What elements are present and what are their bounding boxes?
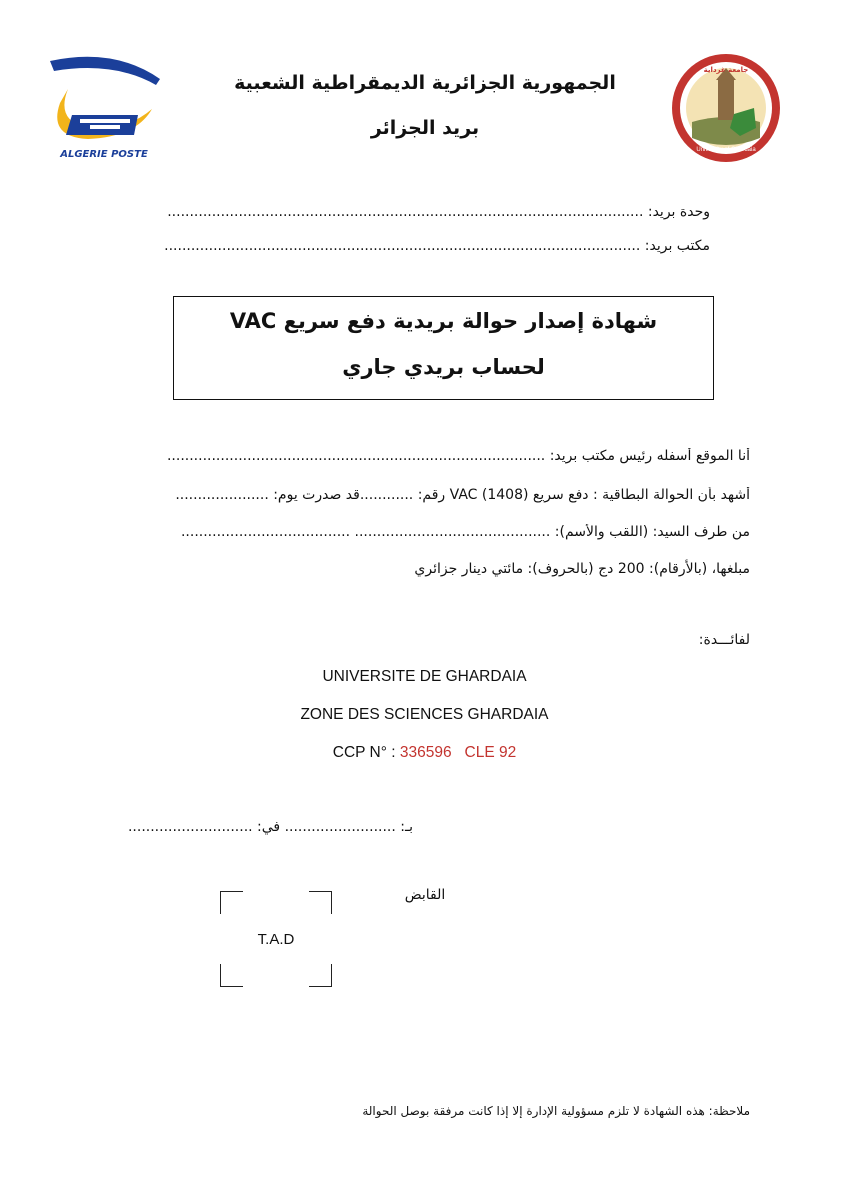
ccp-key xyxy=(452,744,517,761)
post-office-field: مكتب بريد: ........................................................................................................... xyxy=(164,238,710,254)
footer-note: ملاحظة: هذه الشهادة لا تلزم مسؤولية الإدارة إلا إذا كانت مرفقة بوصل الحوالة xyxy=(362,1104,750,1118)
algerie-poste-logo xyxy=(44,49,164,165)
stamp-label: T.A.D xyxy=(257,931,295,948)
beneficiary-name: UNIVERSITE DE GHARDAIA xyxy=(322,668,527,685)
place-date-line: بـ: ......................... في: ............................ xyxy=(127,819,413,835)
body-line-card-transfer: أشهد بأن الحوالة البطاقية : دفع سريع VAC (1408) رقم: ............قد صدرت يوم: ..................... xyxy=(175,487,750,503)
body-line-amount: مبلغها، (بالأرقام): 200 دج (بالحروف): مائتي دينار جزائري xyxy=(414,561,750,577)
service-title: بريد الجزائر xyxy=(370,117,480,139)
university-seal-arabic: جامعة غرداية xyxy=(703,66,749,74)
ccp-prefix: CCP N° : xyxy=(332,744,400,761)
certificate-title-box xyxy=(173,296,714,400)
cashier-label: القابض xyxy=(404,887,446,903)
ccp-key-text: CLE 92 xyxy=(464,744,517,761)
university-seal-text: University of Ghardaia xyxy=(696,147,756,153)
postal-unit-field: وحدة بريد: ........................................................................................................... xyxy=(167,204,710,220)
stamp-corner-top-right xyxy=(309,891,332,914)
algerie-poste-logo-graphic xyxy=(44,49,164,165)
republic-title: الجمهورية الجزائرية الديمقراطية الشعبية xyxy=(234,72,616,94)
certificate-title-line2: لحساب بريدي جاري xyxy=(342,355,545,379)
body-line-signatory: أنا الموقع أسفله رئيس مكتب بريد: ..................................................................................... xyxy=(166,448,750,464)
certificate-title-line1: شهادة إصدار حوالة بريدية دفع سريع VAC xyxy=(229,309,658,333)
beneficiary-label: لفائـــدة: xyxy=(698,632,750,648)
university-seal xyxy=(670,52,782,164)
ccp-number: 336596 xyxy=(399,744,452,761)
algerie-poste-logo-text: ALGERIE POSTE xyxy=(60,149,148,160)
body-line-sender: من طرف السيد: (اللقب والأسم): ............................................ ...................................... xyxy=(180,524,750,540)
stamp-corner-bottom-right xyxy=(309,964,332,987)
stamp-corner-top-left xyxy=(220,891,243,914)
beneficiary-zone: ZONE DES SCIENCES GHARDAIA xyxy=(300,706,549,723)
stamp-frame xyxy=(220,891,332,987)
beneficiary-ccp xyxy=(0,744,849,762)
stamp-corner-bottom-left xyxy=(220,964,243,987)
